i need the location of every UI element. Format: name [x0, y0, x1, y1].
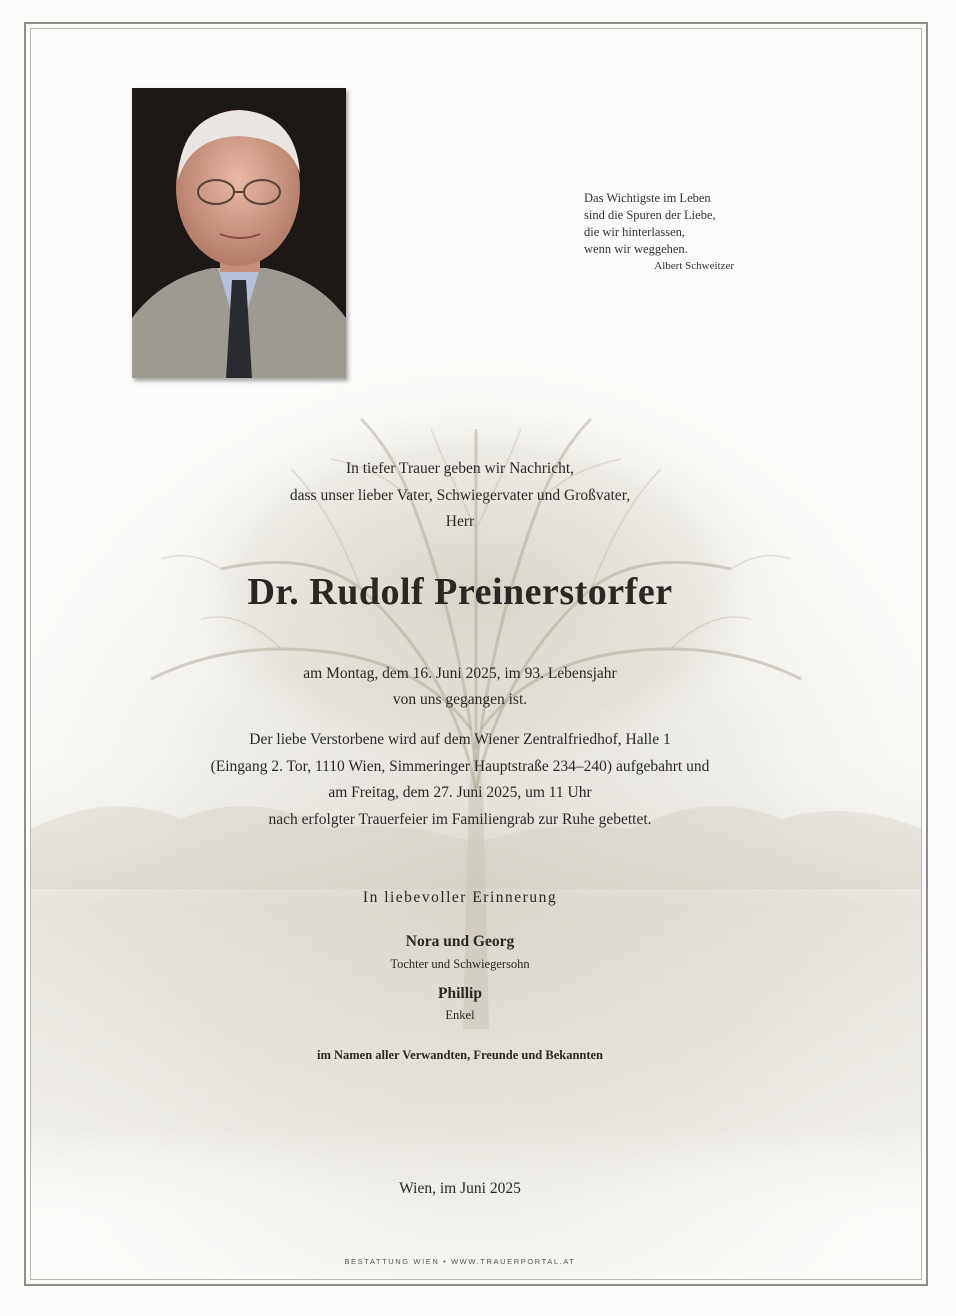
funeral-line: (Eingang 2. Tor, 1110 Wien, Simmeringer Hauptstraße 234–240) aufgebahrt und	[210, 757, 710, 775]
motto-line: sind die Spuren der Liebe,	[584, 208, 716, 222]
mourner-name: Nora und Georg	[405, 933, 515, 950]
death-info	[0, 661, 920, 713]
deceased-name: Dr. Rudolf Preinerstorfer	[247, 571, 673, 613]
memory-heading: In liebevoller Erinnerung	[362, 889, 558, 906]
death-line: von uns gegangen ist.	[392, 691, 528, 708]
death-line: am Montag, dem 16. Juni 2025, im 93. Lebensjahr	[303, 665, 617, 682]
portrait-photo	[132, 88, 346, 378]
motto-line: Das Wichtigste im Leben	[584, 191, 711, 205]
mourner-role: Enkel	[445, 1008, 475, 1022]
motto-line: die wir hinterlassen,	[584, 225, 686, 239]
closing-line: im Namen aller Verwandten, Freunde und Bekannten	[316, 1048, 604, 1062]
funeral-line: nach erfolgter Trauerfeier im Familiengrab zur Ruhe gebettet.	[268, 810, 652, 828]
announcement-intro	[0, 456, 920, 536]
motto-author: Albert Schweitzer	[654, 260, 734, 272]
mourner-role: Tochter und Schwiegersohn	[390, 957, 530, 971]
place-date: Wien, im Juni 2025	[399, 1180, 521, 1197]
intro-line: Herr	[445, 513, 475, 530]
motto-quote	[584, 190, 764, 275]
funeral-line: Der liebe Verstorbene wird auf dem Wiener Zentralfriedhof, Halle 1	[249, 731, 671, 748]
motto-line: wenn wir weggehen.	[584, 242, 688, 256]
funeral-line: am Freitag, dem 27. Juni 2025, um 11 Uhr	[328, 784, 592, 801]
intro-line: In tiefer Trauer geben wir Nachricht,	[345, 460, 575, 477]
footer-credit: BESTATTUNG WIEN • WWW.TRAUERPORTAL.AT	[344, 1257, 576, 1266]
intro-line: dass unser lieber Vater, Schwiegervater und Großvater,	[289, 486, 631, 504]
funeral-info	[0, 727, 920, 833]
mourner-name: Phillip	[438, 985, 482, 1002]
